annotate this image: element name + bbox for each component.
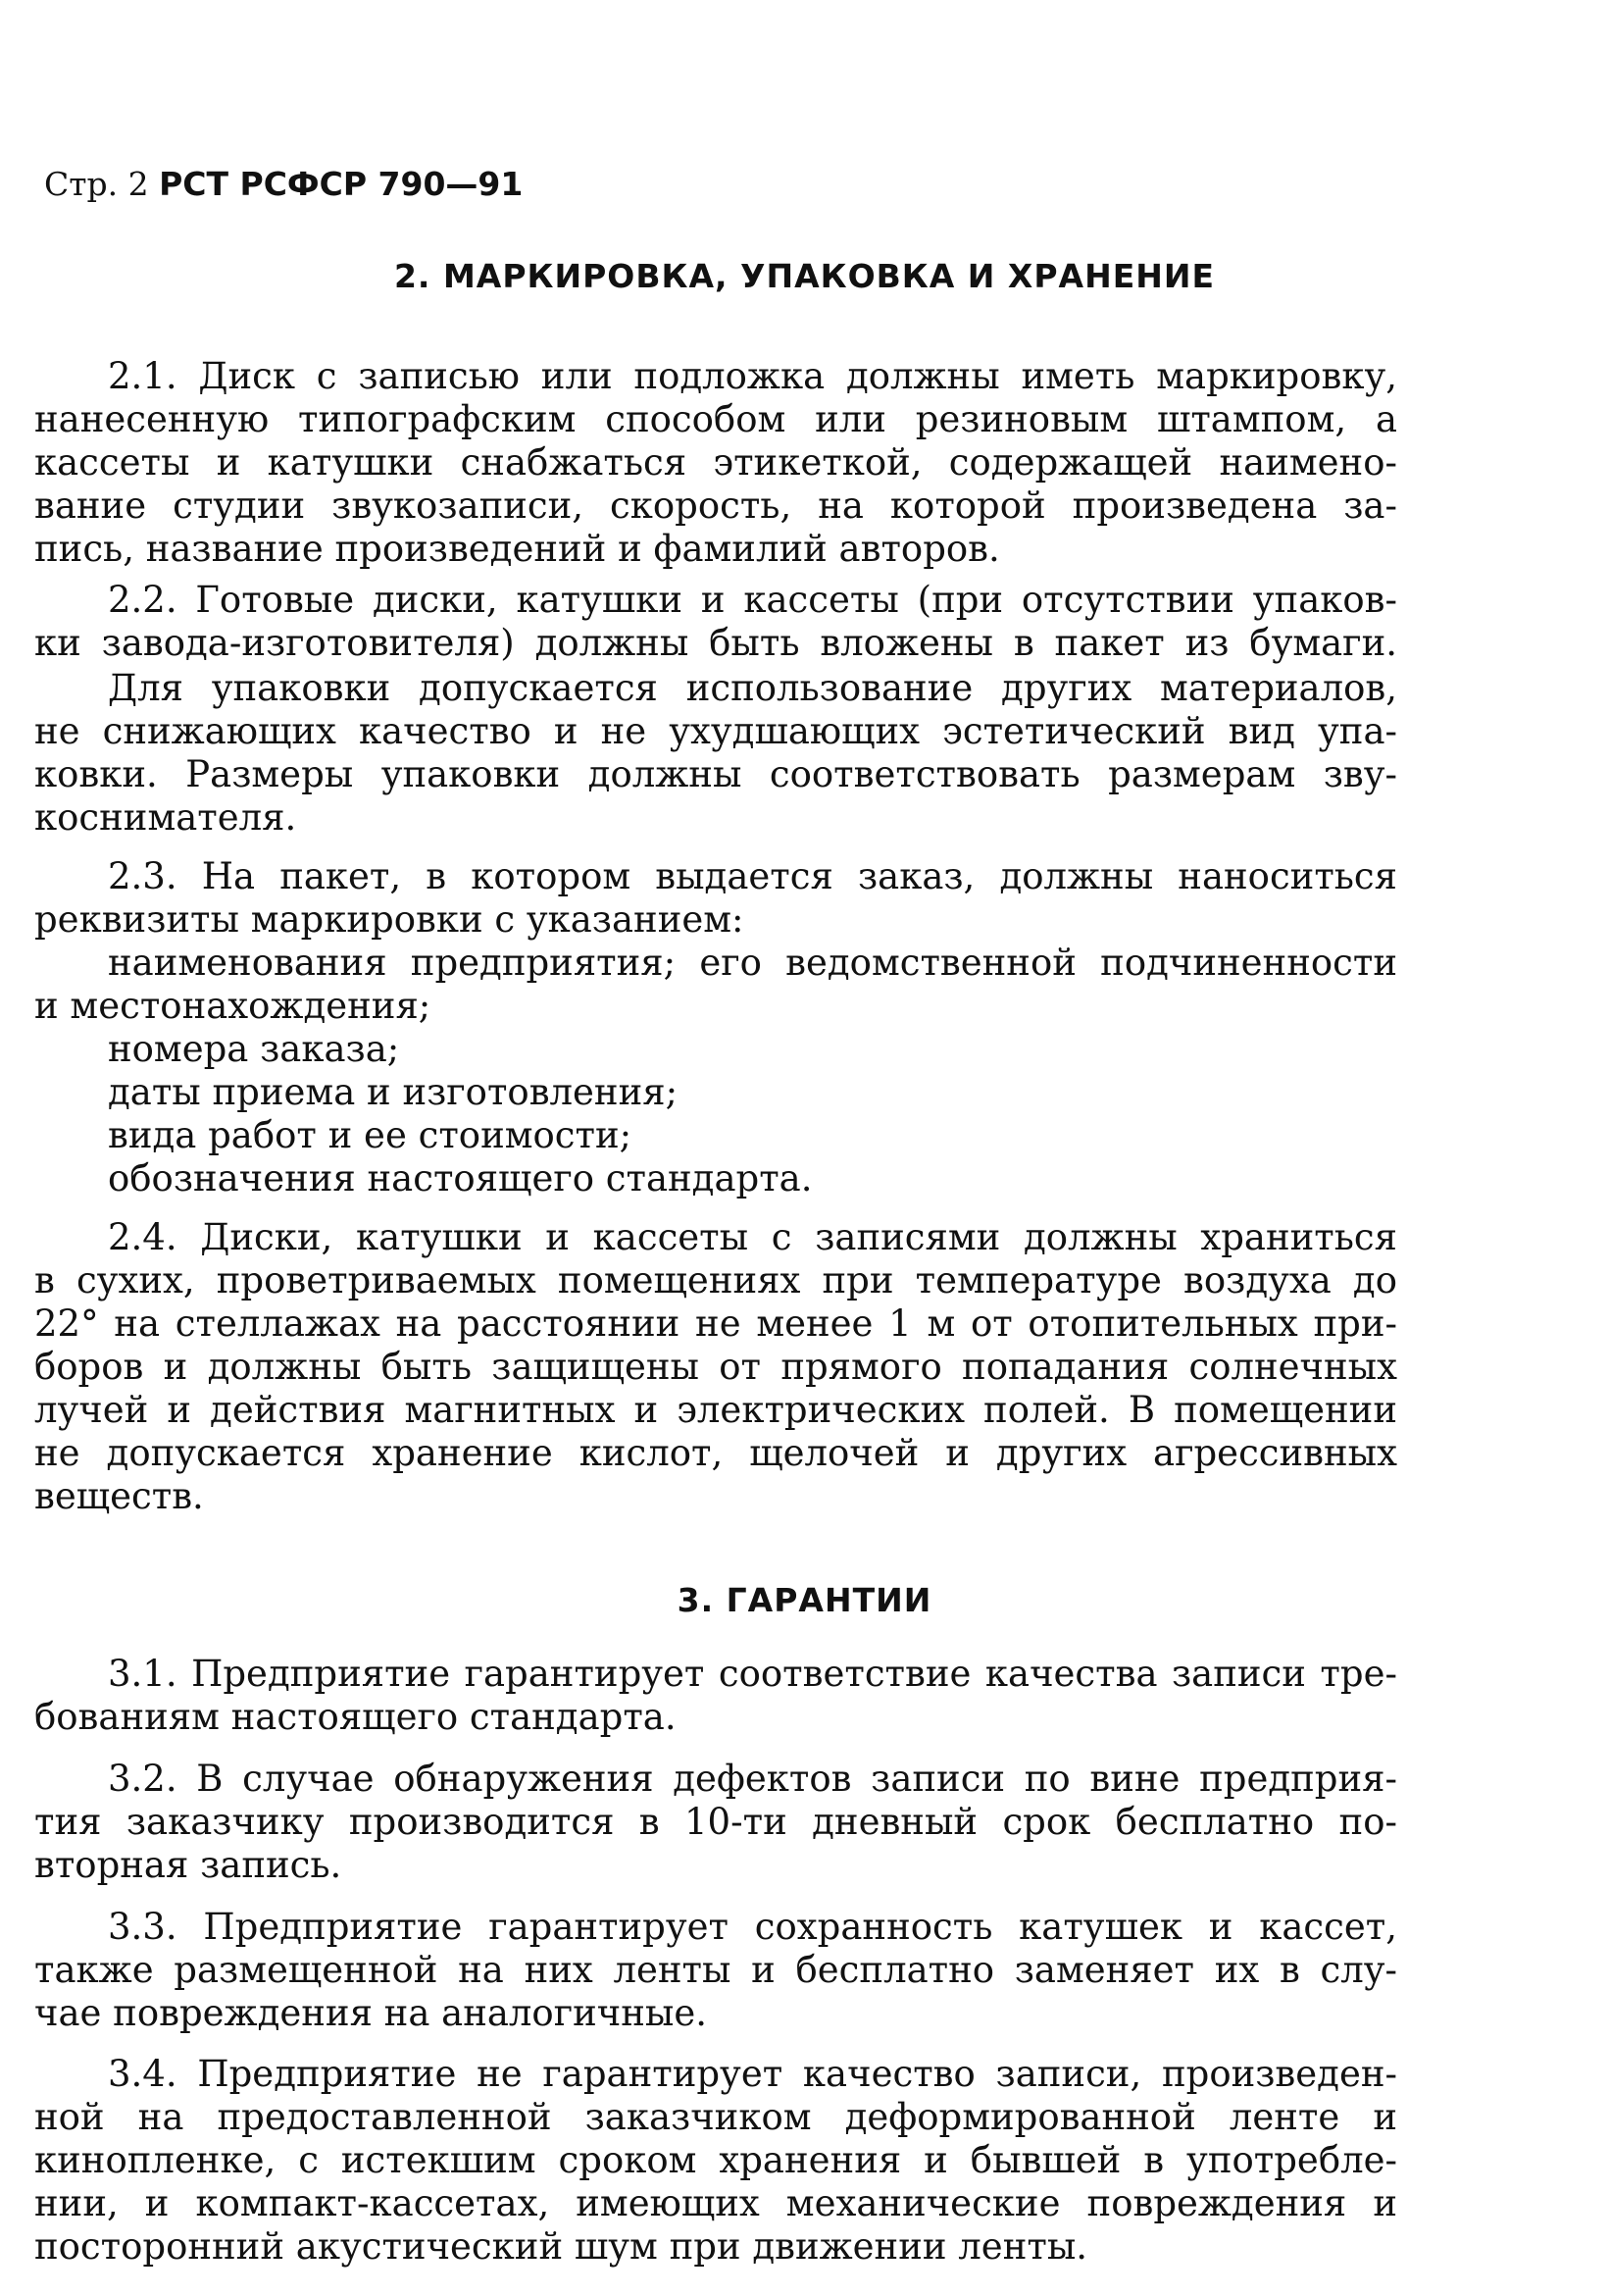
section-3-title: 3. ГАРАНТИИ [677, 1581, 932, 1619]
text-line: 22° на стеллажах на расстоянии не менее 1 м от отопительных при- [34, 1302, 1397, 1345]
text-line: 2.1. Диск с записью или подложка должны иметь маркировку, [108, 355, 1397, 397]
text-line: 2.3. На пакет, в котором выдается заказ, должны наноситься [108, 855, 1397, 897]
text-line: 3.3. Предприятие гарантирует сохранность катушек и кассет, [108, 1906, 1397, 1948]
paragraph-2-3 [34, 855, 1397, 1200]
text-line: Для упаковки допускается использование других материалов, [108, 667, 1397, 709]
list-item: вида работ и ее стоимости; [108, 1114, 632, 1156]
text-line: 3.2. В случае обнаружения дефектов записи по вине предприя- [108, 1758, 1397, 1800]
text-line: также размещенной на них ленты и бесплатно заменяет их в слу- [34, 1949, 1397, 1991]
paragraph-2-2 [34, 579, 1397, 665]
paragraph-2-1 [34, 355, 1397, 571]
text-line: кассеты и катушки снабжаться этикеткой, содержащей наимено- [34, 441, 1397, 484]
text-line: коснимателя. [34, 796, 297, 839]
paragraph-3-1 [34, 1653, 1397, 1739]
list-item: номера заказа; [108, 1028, 400, 1070]
page-number: Стр. 2 [44, 165, 149, 203]
text-line: ки завода-изготовителя) должны быть вложены в пакет из бумаги. [34, 622, 1397, 664]
text-line: не допускается хранение кислот, щелочей и других агрессивных [34, 1432, 1397, 1474]
text-line: вание студии звукозаписи, скорость, на которой произведена за- [34, 485, 1397, 527]
list-item: обозначения настоящего стандарта. [108, 1157, 813, 1199]
text-line: 3.4. Предприятие не гарантирует качество записи, произведен- [108, 2053, 1397, 2095]
paragraph-2-4 [34, 1216, 1397, 1518]
text-line: 3.1. Предприятие гарантирует соответствие качества записи тре- [108, 1653, 1397, 1695]
text-line: чае повреждения на аналогичные. [34, 1992, 707, 2034]
text-line: вторная запись. [34, 1844, 342, 1886]
list-item: даты приема и изготовления; [108, 1071, 679, 1113]
text-line: ковки. Размеры упаковки должны соответствовать размерам зву- [34, 753, 1397, 795]
text-line: веществ. [34, 1475, 204, 1517]
text-line: пись, название произведений и фамилий авторов. [34, 528, 1000, 570]
text-line: не снижающих качество и не ухудшающих эстетический вид упа- [34, 710, 1397, 752]
text-line: в сухих, проветриваемых помещениях при температуре воздуха до [34, 1259, 1397, 1301]
text-line: боров и должны быть защищены от прямого попадания солнечных [34, 1346, 1397, 1388]
text-line: кинопленке, с истекшим сроком хранения и бывшей в употребле- [34, 2139, 1397, 2181]
running-head [44, 165, 523, 204]
section-2-title: 2. МАРКИРОВКА, УПАКОВКА И ХРАНЕНИЕ [393, 257, 1216, 295]
text-line: 2.4. Диски, катушки и кассеты с записями должны храниться [108, 1216, 1397, 1258]
text-line: лучей и действия магнитных и электрических полей. В помещении [34, 1389, 1397, 1431]
text-line: посторонний акустический шум при движении ленты. [34, 2225, 1088, 2268]
paragraph-3-2 [34, 1758, 1397, 1887]
list-item: наименования предприятия; его ведомственной подчиненности [108, 942, 1397, 984]
paragraph-3-4 [34, 2053, 1397, 2269]
paragraph-2-2-continued [34, 667, 1397, 840]
list-item: и местонахождения; [34, 985, 431, 1027]
standard-designation: РСТ РСФСР 790—91 [159, 165, 524, 203]
paragraph-3-3 [34, 1906, 1397, 2035]
text-line: тия заказчику производится в 10-ти дневный срок бесплатно по- [34, 1801, 1397, 1843]
text-line: ной на предоставленной заказчиком деформированной ленте и [34, 2096, 1397, 2138]
text-line: нии, и компакт-кассетах, имеющих механические повреждения и [34, 2182, 1397, 2224]
text-line: реквизиты маркировки с указанием: [34, 898, 744, 941]
text-line: нанесенную типографским способом или резиновым штампом, а [34, 398, 1397, 440]
text-line: бованиям настоящего стандарта. [34, 1696, 677, 1738]
text-line: 2.2. Готовые диски, катушки и кассеты (при отсутствии упаков- [108, 579, 1397, 621]
